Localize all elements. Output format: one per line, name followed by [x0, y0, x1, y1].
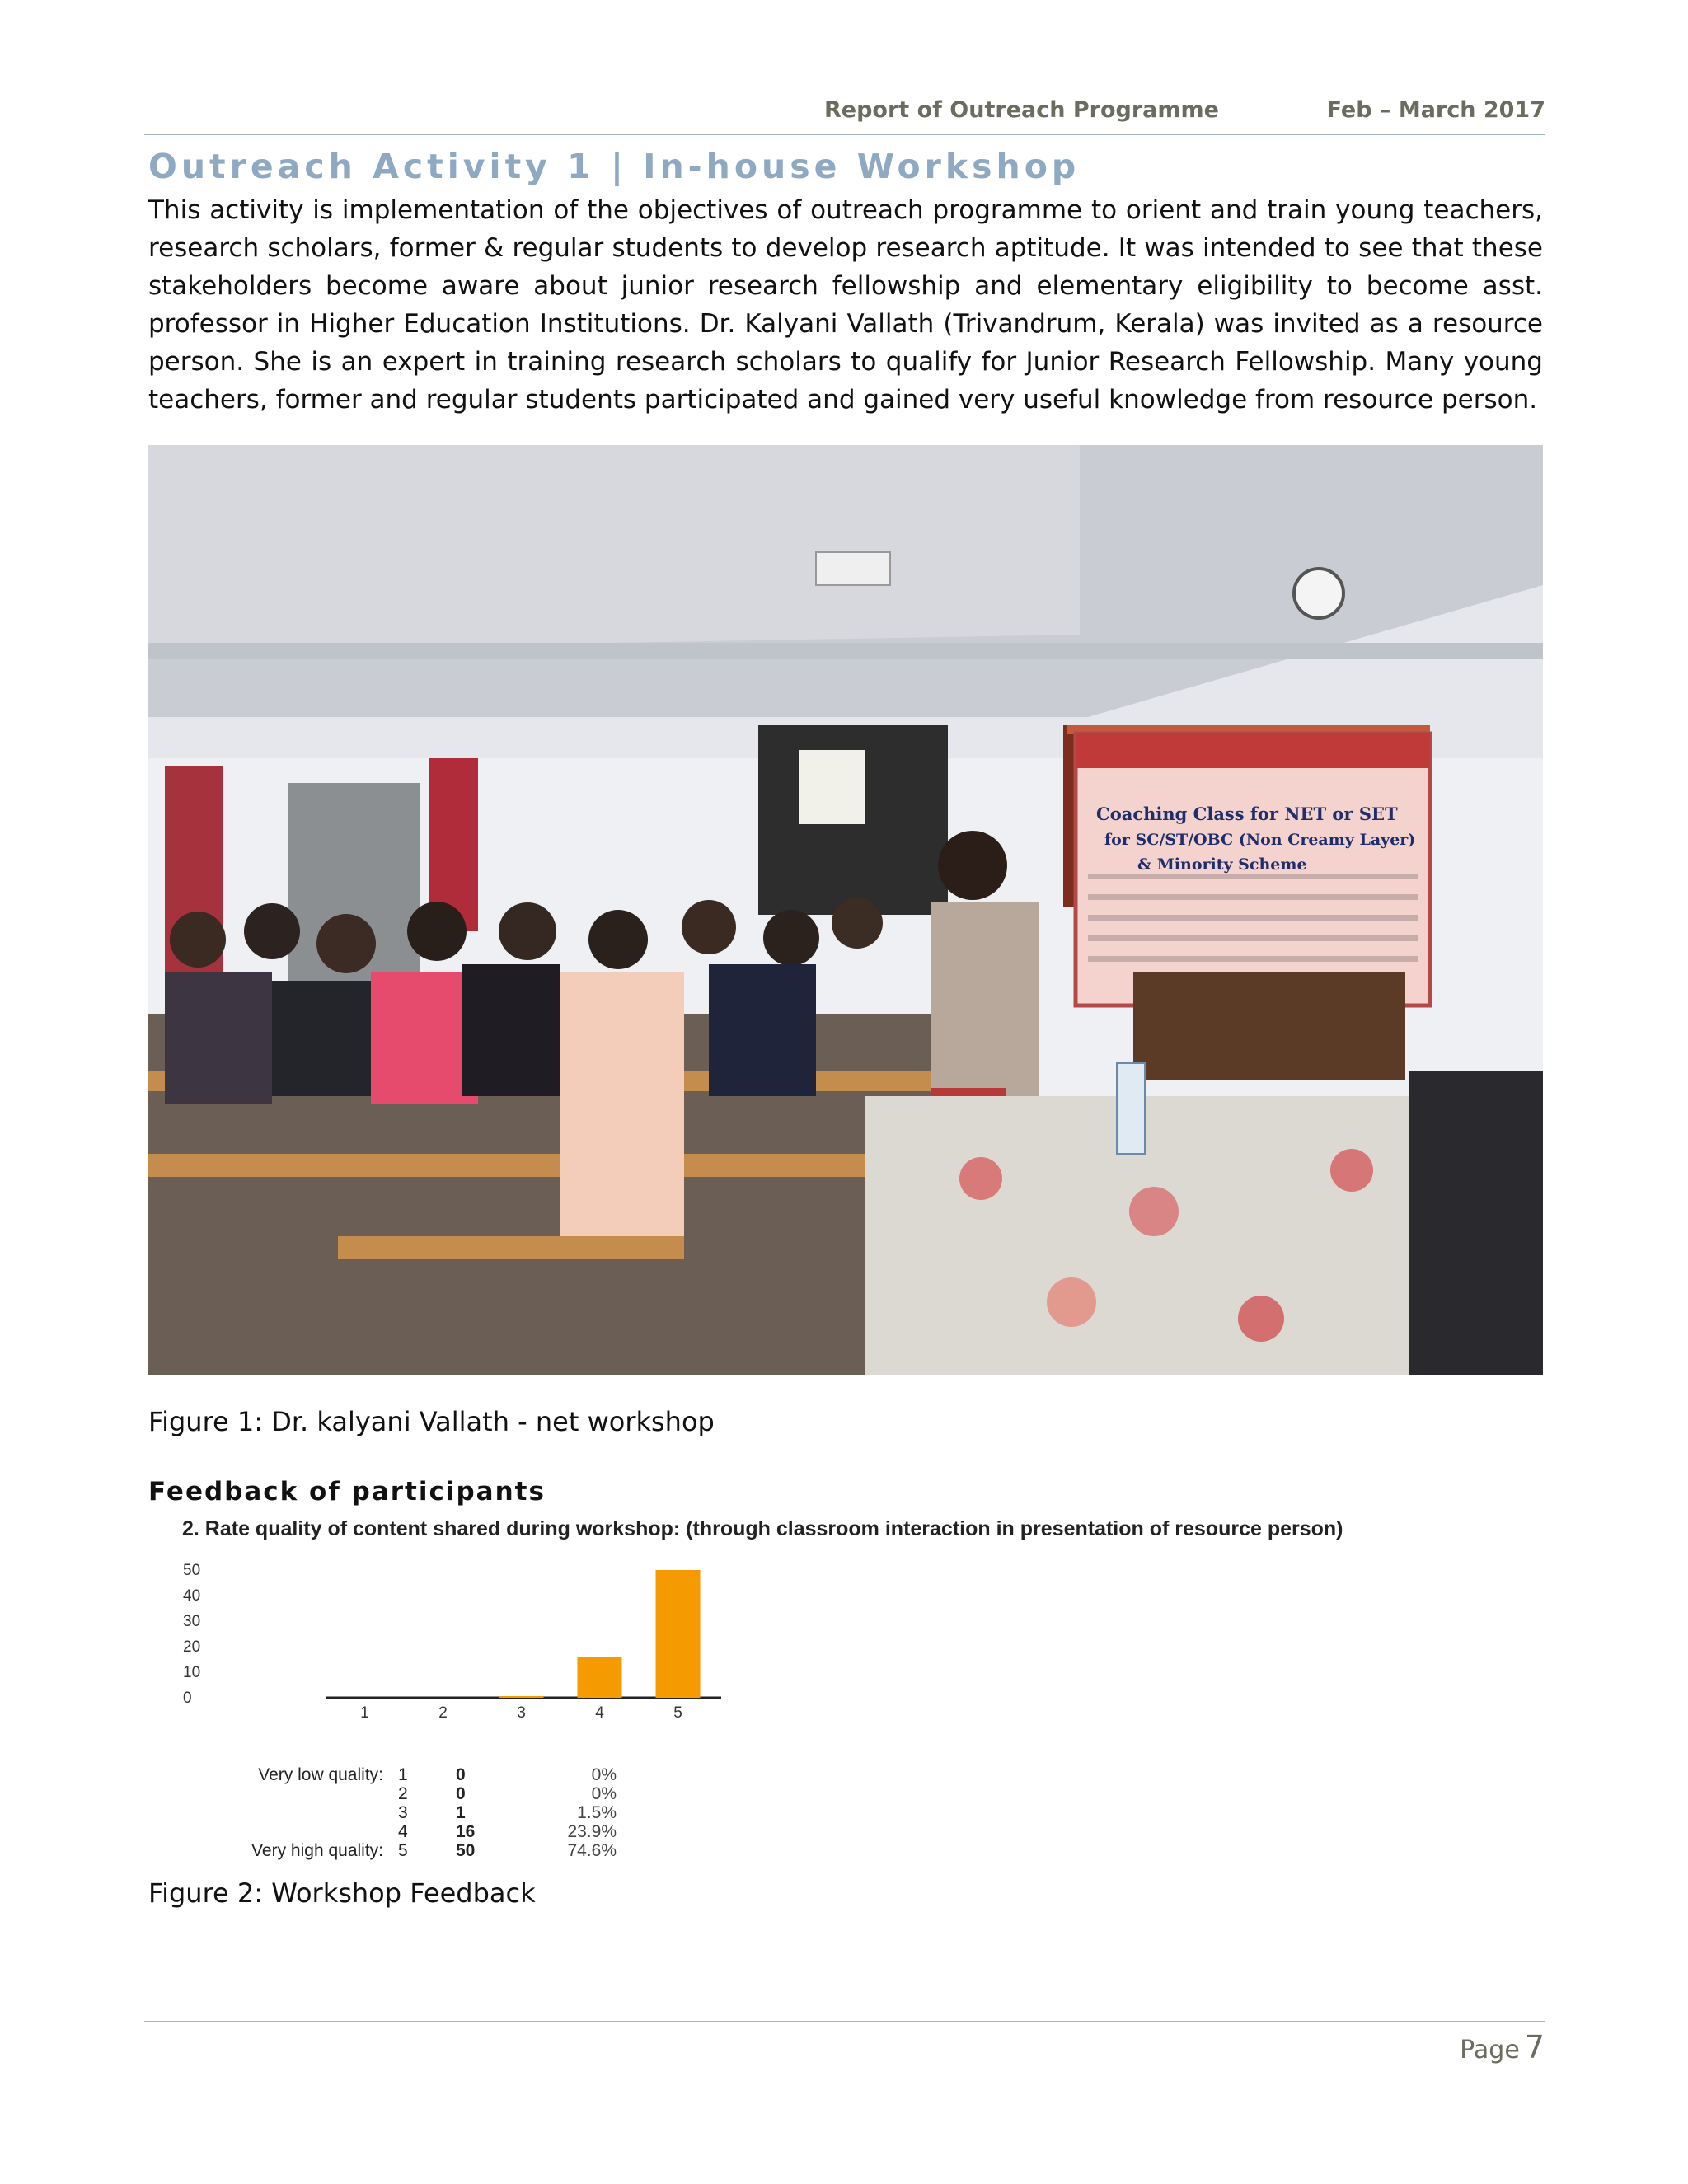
- bar-rating-4: [578, 1657, 622, 1698]
- y-tick-label: 0: [183, 1690, 192, 1707]
- banner-line-1: Coaching Class for NET or SET: [1096, 804, 1398, 824]
- rating-label: Very high quality:: [251, 1841, 383, 1860]
- rating-value: 1: [398, 1765, 408, 1784]
- y-tick-label: 50: [183, 1562, 201, 1579]
- x-tick-label: 1: [360, 1704, 369, 1722]
- rating-value: 2: [398, 1784, 408, 1803]
- feedback-table-row: [194, 1803, 688, 1822]
- rating-label: Very low quality:: [258, 1765, 383, 1784]
- response-count: 16: [456, 1822, 476, 1841]
- y-tick-label: 10: [183, 1664, 201, 1681]
- response-percent: 74.6%: [567, 1841, 617, 1860]
- y-tick-label: 20: [183, 1638, 201, 1656]
- rating-value: 5: [398, 1841, 408, 1860]
- feedback-chart-panel: [169, 1517, 1543, 1875]
- intro-paragraph: This activity is implementation of the objectives of outreach programme to orient and train young teachers, research scholars, former & regular students to develop research aptitude. It was intended to see that these stakeholders become aware about junior research fellowship and elementary eligibility to become asst. professor in Higher Education Institutions. Dr. Kalyani Vallath (Trivandrum, Kerala) was invited as a resource person. She is an expert in training research scholars to qualify for Junior Research Fellowship. Many young teachers, former and regular students participated and gained very useful knowledge from resource person.: [148, 195, 1543, 415]
- report-date: Feb – March 2017: [1326, 97, 1545, 123]
- workshop-photo-illustration: [148, 445, 1543, 1375]
- report-title: Report of Outreach Programme: [824, 97, 1219, 123]
- x-tick-label: 5: [673, 1704, 682, 1722]
- page-header: [144, 97, 1545, 135]
- response-percent: 0%: [591, 1784, 617, 1803]
- banner-line-2: for SC/ST/OBC (Non Creamy Layer): [1104, 831, 1416, 849]
- section-heading: Outreach Activity 1 | In-house Workshop: [148, 147, 1081, 186]
- figure-1-caption: Figure 1: Dr. kalyani Vallath - net workshop: [148, 1406, 715, 1437]
- bar-rating-5: [656, 1570, 701, 1698]
- feedback-table-row: [194, 1765, 688, 1784]
- response-count: 0: [456, 1765, 466, 1784]
- page-label: Page: [1460, 2036, 1520, 2064]
- response-percent: 23.9%: [567, 1822, 617, 1841]
- rating-value: 4: [398, 1822, 408, 1841]
- feedback-bar-chart: [169, 1517, 1543, 1768]
- y-tick-label: 30: [183, 1613, 201, 1630]
- feedback-table-row: [194, 1784, 688, 1803]
- feedback-table-row: [194, 1822, 688, 1841]
- x-tick-label: 2: [438, 1704, 448, 1722]
- bar-rating-3: [499, 1696, 544, 1698]
- y-tick-label: 40: [183, 1587, 201, 1605]
- response-count: 50: [456, 1841, 476, 1860]
- feedback-table-row: [194, 1841, 688, 1860]
- response-percent: 0%: [591, 1765, 617, 1784]
- x-tick-label: 3: [517, 1704, 526, 1722]
- x-tick-label: 4: [595, 1704, 604, 1722]
- page-number-value: 7: [1524, 2029, 1545, 2065]
- workshop-photo: [148, 445, 1543, 1375]
- chart-title: 2. Rate quality of content shared during workshop: (through classroom interaction in presentation of resource person): [182, 1517, 1343, 1540]
- page-number: [1460, 2029, 1545, 2065]
- response-percent: 1.5%: [577, 1803, 617, 1822]
- banner-line-3: & Minority Scheme: [1137, 855, 1307, 874]
- footer-rule: [144, 2021, 1545, 2022]
- rating-value: 3: [398, 1803, 408, 1822]
- response-count: 0: [456, 1784, 466, 1803]
- figure-2-caption: Figure 2: Workshop Feedback: [148, 1877, 536, 1909]
- feedback-table: [194, 1765, 688, 1860]
- feedback-heading: Feedback of participants: [148, 1477, 546, 1507]
- response-count: 1: [456, 1803, 466, 1822]
